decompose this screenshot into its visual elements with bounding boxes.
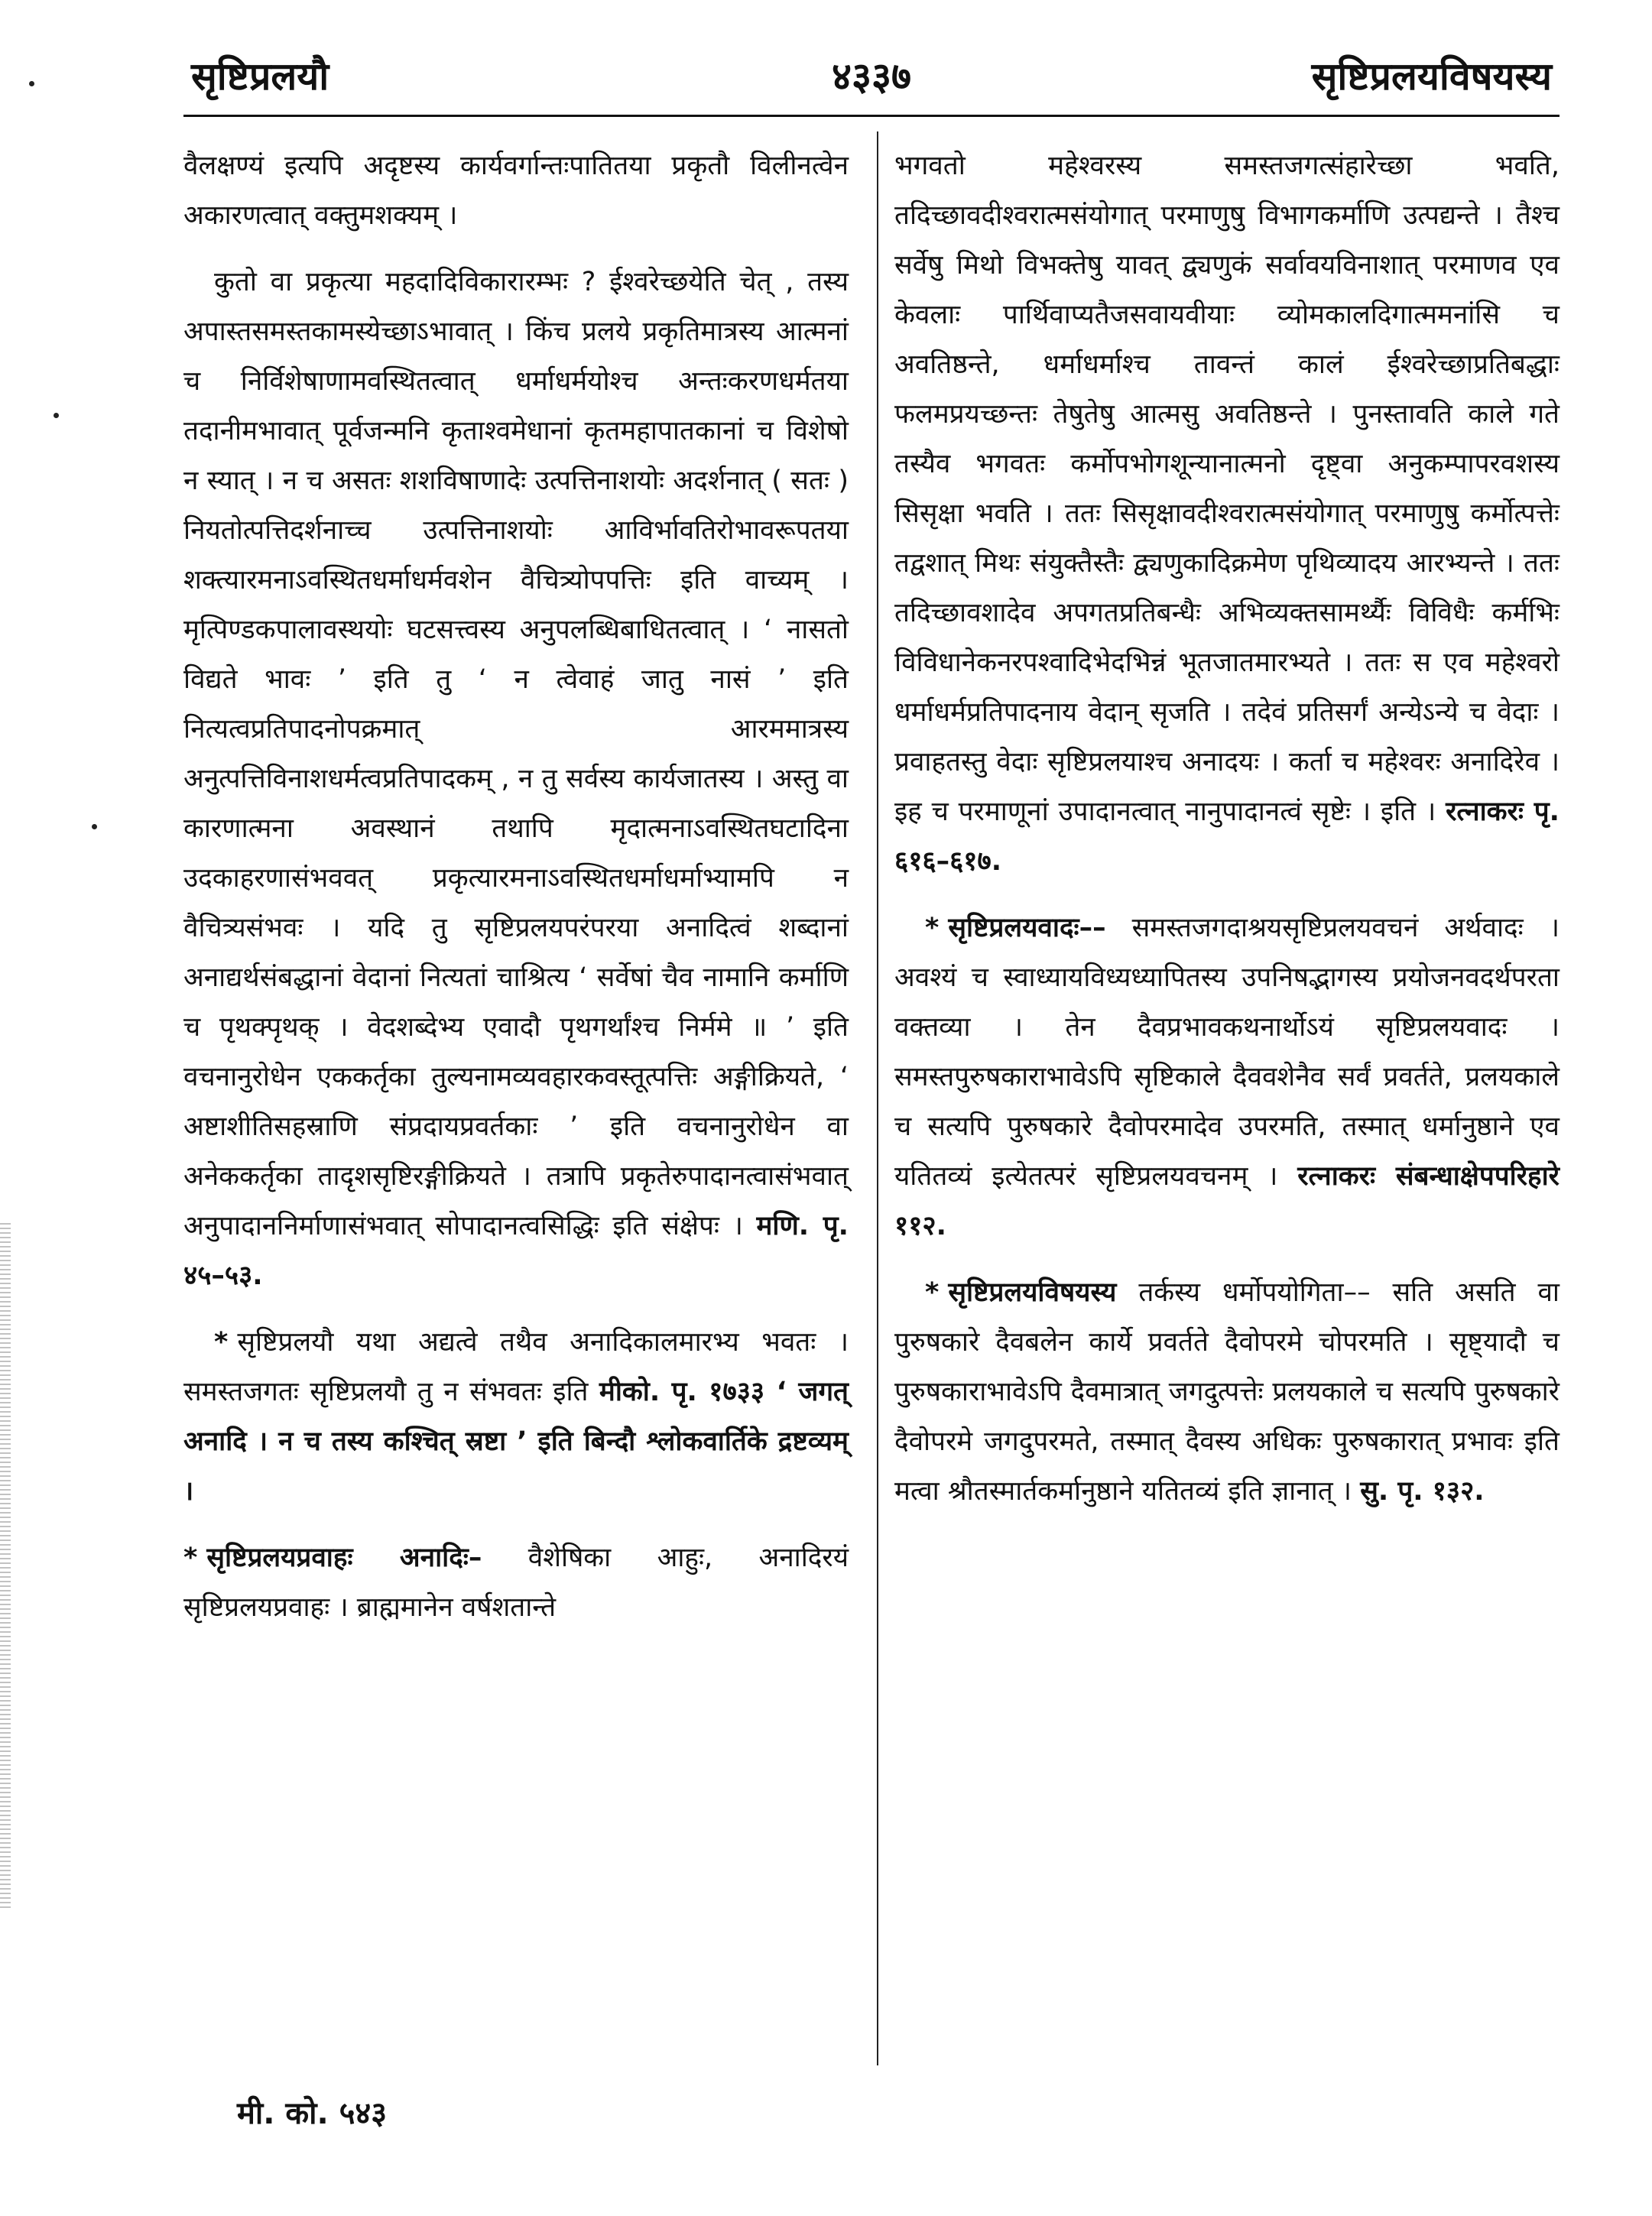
- paragraph-text: वैशेषिका आहुः, अनादिरयं सृष्टिप्रलयप्रवाहः । ब्राह्ममानेन वर्षशतान्ते: [183, 1543, 849, 1623]
- header-rule: [183, 115, 1560, 117]
- paragraph: [894, 141, 1560, 887]
- left-column: [183, 141, 849, 1650]
- paragraph-text: भगवतो महेश्वरस्य समस्तजगत्संहारेच्छा भवति, तदिच्छावदीश्वरात्मसंयोगात् परमाणुषु विभागकर्माणि उत्पद्यन्ते । तैश्च सर्वेषु मिथो विभक्तेषु यावत् द्व्यणुकं सर्वावयविनाशात् परमाणव एव केवलाः पार्थिवाप्यतैजसवायवीयाः व्योमकालदिगात्ममनांसि च अवतिष्ठन्ते, धर्माधर्माश्च तावन्तं कालं ईश्वरेच्छाप्रतिबद्धाः फलमप्रयच्छन्तः तेषुतेषु आत्मसु अवतिष्ठन्ते । पुनस्तावति काले गते तस्यैव भगवतः कर्मोपभोगशून्यानात्मनो दृष्ट्वा अनुकम्पापरवशस्य सिसृक्षा भवति । ततः सिसृक्षावदीश्वरात्मसंयोगात् परमाणुषु कर्मोत्पत्तेः तद्वशात् मिथः संयुक्तैस्तैः द्व्यणुकादिक्रमेण पृथिव्यादय आरभ्यन्ते । ततः तदिच्छावशादेव अपगतप्रतिबन्धैः अभिव्यक्तसामर्थ्यैः विविधैः कर्मभिः विविधानेकनरपश्वादिभेदभिन्नं भूतजातमारभ्यते । ततः स एव महेश्वरो धर्माधर्मप्रतिपादनाय वेदान् सृजति । तदेवं प्रतिसर्गं अन्येऽन्ये च वेदाः । प्रवाहतस्तु वेदाः सृष्टिप्रलयाश्च अनादयः । कर्ता च महेश्वरः अनादिरेव । इह च परमाणूनां उपादानत्वात् नानुपादानत्वं सृष्टेः । इति ।: [894, 151, 1560, 827]
- asterisk-marker: *: [214, 1327, 229, 1358]
- scan-speck: [54, 413, 59, 418]
- scan-speck: [92, 824, 97, 829]
- header-left-title: सृष्टिप्रलयौ: [191, 54, 329, 99]
- paragraph-text: वैलक्षण्यं इत्यपि अदृष्टस्य कार्यवर्गान्तःपातितया प्रकृतौ विलीनत्वेन अकारणत्वात् वक्तुमशक्यम् ।: [183, 151, 849, 231]
- column-divider: [877, 131, 878, 2065]
- entry-headword: सृष्टिप्रलयविषयस्य: [948, 1277, 1117, 1308]
- page-number: ४३३७: [832, 54, 911, 99]
- entry-headword: सृष्टिप्रलयप्रवाहः अनादिः–: [206, 1543, 482, 1573]
- scan-speck: [29, 81, 34, 86]
- asterisk-marker: *: [183, 1543, 198, 1573]
- citation: मीको. पृ. १७३३ ‘ जगत् अनादि । न च तस्य कश्चित् स्रष्टा ’ इति बिन्दौ श्लोकवार्तिके द्रष्टव्यम् ।: [183, 1377, 849, 1507]
- paragraph: [183, 258, 849, 1301]
- entry-paragraph: [183, 1533, 849, 1633]
- entry-paragraph: [183, 1318, 849, 1517]
- footer-signature: मी. को. ५४३: [237, 2096, 388, 2131]
- entry-paragraph: [894, 904, 1560, 1251]
- citation: सु. पृ. १३२.: [1360, 1476, 1485, 1507]
- right-column: [894, 141, 1560, 1533]
- asterisk-marker: *: [925, 913, 940, 943]
- citation: रत्नाकरः संबन्धाक्षेपपरिहारे ११२.: [894, 1161, 1560, 1241]
- entry-paragraph: [894, 1268, 1560, 1517]
- paragraph-text: तर्कस्य धर्मोपयोगिता–– सति असति वा पुरुषकारे दैवबलेन कार्ये प्रवर्तते दैवोपरमे चोपरमति । सृष्ट्यादौ च पुरुषकाराभावेऽपि दैवमात्रात् जगदुत्पत्तेः प्रलयकाले च सत्यपि पुरुषकारे दैवोपरमे जगदुपरमते, तस्मात् दैवस्य अधिकः पुरुषकारात् प्रभावः इति मत्वा श्रौतस्मार्तकर्मानुष्ठाने यतितव्यं इति ज्ञानात् ।: [894, 1277, 1560, 1507]
- running-header: [183, 34, 1560, 110]
- paragraph-text: सृष्टिप्रलयौ यथा अद्यत्वे तथैव अनादिकालमारभ्य भवतः । समस्तजगतः सृष्टिप्रलयौ तु न संभवतः इति: [183, 1327, 849, 1407]
- paragraph-text: कुतो वा प्रकृत्या महदादिविकारारम्भः ? ईश्वरेच्छयेति चेत् , तस्य अपास्तसमस्तकामस्येच्छाऽभावात् । किंच प्रलये प्रकृतिमात्रस्य आत्मनां च निर्विशेषाणामवस्थितत्वात् धर्माधर्मयोश्च अन्तःकरणधर्मतया तदानीमभावात् पूर्वजन्मनि कृताश्वमेधानां कृतमहापातकानां च विशेषो न स्यात् । न च असतः शशविषाणादेः उत्पत्तिनाशयोः अदर्शनात् ( सतः ) नियतोत्पत्तिदर्शनाच्च उत्पत्तिनाशयोः आविर्भावतिरोभावरूपतया शक्त्यारमनाऽवस्थितधर्माधर्मवशेन वैचित्र्योपपत्तिः इति वाच्यम् । मृत्पिण्डकपालावस्थयोः घटसत्त्वस्य अनुपलब्धिबाधितत्वात् । ‘ नासतो विद्यते भावः ’ इति तु ‘ न त्वेवाहं जातु नासं ’ इति नित्यत्वप्रतिपादनोपक्रमात् आरममात्रस्य अनुत्पत्तिविनाशधर्मत्वप्रतिपादकम् , न तु सर्वस्य कार्यजातस्य । अस्तु वा कारणात्मना अवस्थानं तथापि मृदात्मनाऽवस्थितघटादिना उदकाहरणासंभववत् प्रकृत्यारमनाऽवस्थितधर्माधर्माभ्यामपि न वैचित्र्यसंभवः । यदि तु सृष्टिप्रलयपरंपरया अनादित्वं शब्दानां अनाद्यर्थसंबद्धानां वेदानां नित्यतां चाश्रित्य ‘ सर्वेषां चैव नामानि कर्माणि च पृथक्पृथक् । वेदशब्देभ्य एवादौ पृथगर्थांश्च निर्ममे ॥ ’ इति वचनानुरोधेन एककर्तृका तुल्यनामव्यवहारकवस्तूत्पत्तिः अङ्गीक्रियते, ‘ अष्टाशीतिसहस्राणि संप्रदायप्रवर्तकाः ’ इति वचनानुरोधेन वा अनेककर्तृका तादृशसृष्टिरङ्गीक्रियते । तत्रापि प्रकृतेरुपादानत्वासंभवात् अनुपादाननिर्माणासंभवात् सोपादानत्वसिद्धिः इति संक्षेपः ।: [183, 267, 849, 1241]
- asterisk-marker: *: [925, 1277, 940, 1308]
- citation: मणि. पृ. ४५–५३.: [183, 1211, 849, 1291]
- paragraph-text: समस्तजगदाश्रयसृष्टिप्रलयवचनं अर्थवादः । अवश्यं च स्वाध्यायविध्यध्यापितस्य उपनिषद्भागस्य प्रयोजनवदर्थपरता वक्तव्या । तेन दैवप्रभावकथनार्थोऽयं सृष्टिप्रलयवादः । समस्तपुरुषकाराभावेऽपि सृष्टिकाले दैववशेनैव सर्वं प्रवर्तते, प्रलयकाले च सत्यपि पुरुषकारे दैवोपरमादेव उपरमति, तस्मात् धर्मानुष्ठाने एव यतितव्यं इत्येतत्परं सृष्टिप्रलयवचनम् ।: [894, 913, 1560, 1192]
- scan-edge-bleed: [0, 1223, 11, 1911]
- citation: रत्नाकरः पृ. ६१६–६१७.: [894, 797, 1560, 877]
- paragraph: [183, 141, 849, 241]
- entry-headword: सृष्टिप्रलयवादः––: [948, 913, 1106, 943]
- header-right-title: सृष्टिप्रलयविषयस्य: [1311, 54, 1552, 99]
